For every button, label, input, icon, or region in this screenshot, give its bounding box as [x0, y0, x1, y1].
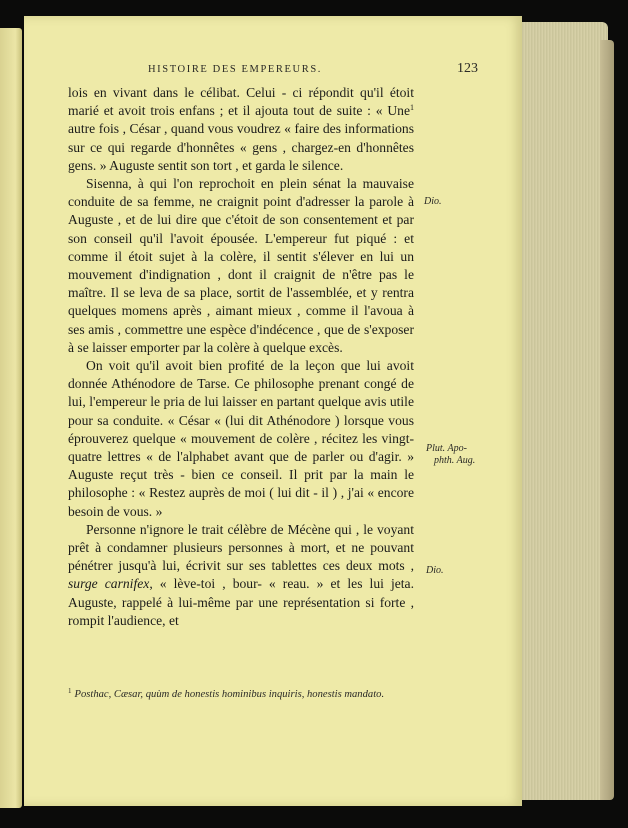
paragraph-2: Sisenna, à qui l'on reprochoit en plein sénat la mauvaise conduite de sa femme, ne craignit point d'adresser la parole à Auguste , et de lui dire que c'étoit de son consentement et par son conseil qu'il l'avoit épousée. L'empereur fut piqué : et comme il étoit sujet à la colère, il sentit s'élever en lui un mouvement d'indignation , dont il craignit de n'être pas le maître. Il se leva de sa place, sortit de l'assemblée, et y rentra quelques momens après , aimant mieux , comme il l'avoua à ses amis , commettre une espèce d'indécence , que de s'exposer à se laisser emporter par la colère à quelque excès.: [68, 176, 414, 355]
margin-note-dio-2: Dio.: [426, 565, 444, 576]
paragraph-4: [68, 521, 414, 630]
page-header: [148, 61, 478, 80]
margin-note-plut-2: phth. Aug.: [434, 455, 476, 466]
facing-page-edge: [0, 28, 22, 808]
paragraph-1: [68, 84, 414, 175]
paragraph-4-text-b: , « lève-toi , bour- « reau. » et les lui jeta. Auguste, rappelé à lui-même par une représentation si forte , rompit l'audience, et: [68, 576, 414, 628]
footnote-number: 1: [68, 687, 72, 695]
paragraph-3: On voit qu'il avoit bien profité de la leçon que lui avoit donnée Athénodore de Tarse. Ce philosophe prenant congé de lui, l'empereur le pria de lui laisser en partant quelque avis utile pour sa conduite. « César « (lui dit Athénodore ) lorsque vous éprouverez quelque « mouvement de colère , récitez les vingt-quatre lettres « de l'alphabet avant que de parler ou d'agir. » Auguste reçut très - bien ce conseil. Il prit par la main le philosophe : « Restez auprès de moi ( lui dit - il ) , j'ai « encore besoin de vous. »: [68, 358, 414, 519]
paragraph-1-text-a: lois en vivant dans le célibat. Celui - ci répondit qu'il étoit marié et avoit trois enfans ; et il ajouta tout de suite : « Une: [68, 85, 414, 119]
footnote-ref: 1: [410, 103, 414, 113]
footnote-text: Posthac, Cæsar, quùm de honestis hominibus inquiris, honestis mandato.: [74, 689, 385, 700]
latin-phrase: surge carnifex: [68, 576, 150, 592]
book-cover-edge: [600, 40, 614, 800]
page-stack-edges: [516, 22, 608, 800]
paragraph-4-text-a: Personne n'ignore le trait célèbre de Mécène qui , le voyant prêt à condamner plusieurs personnes à mort, et ne pouvant pénétrer jusqu'à lui, écrivit sur ses tablettes ces deux mots ,: [68, 521, 414, 574]
footnote: [68, 684, 414, 702]
page-body: [68, 84, 414, 630]
margin-note-dio-1: Dio.: [424, 196, 442, 207]
page-number: 123: [457, 61, 478, 76]
margin-note-plut-1: Plut. Apo-: [426, 443, 467, 454]
paragraph-1-text-b: autre fois , César , quand vous voudrez « faire des informations sur ce qui regarde d'honnêtes « gens , chargez-en d'honnêtes gens. » Auguste sentit son tort , et garda le silence.: [68, 121, 414, 173]
running-title: HISTOIRE DES EMPEREURS.: [148, 64, 322, 75]
